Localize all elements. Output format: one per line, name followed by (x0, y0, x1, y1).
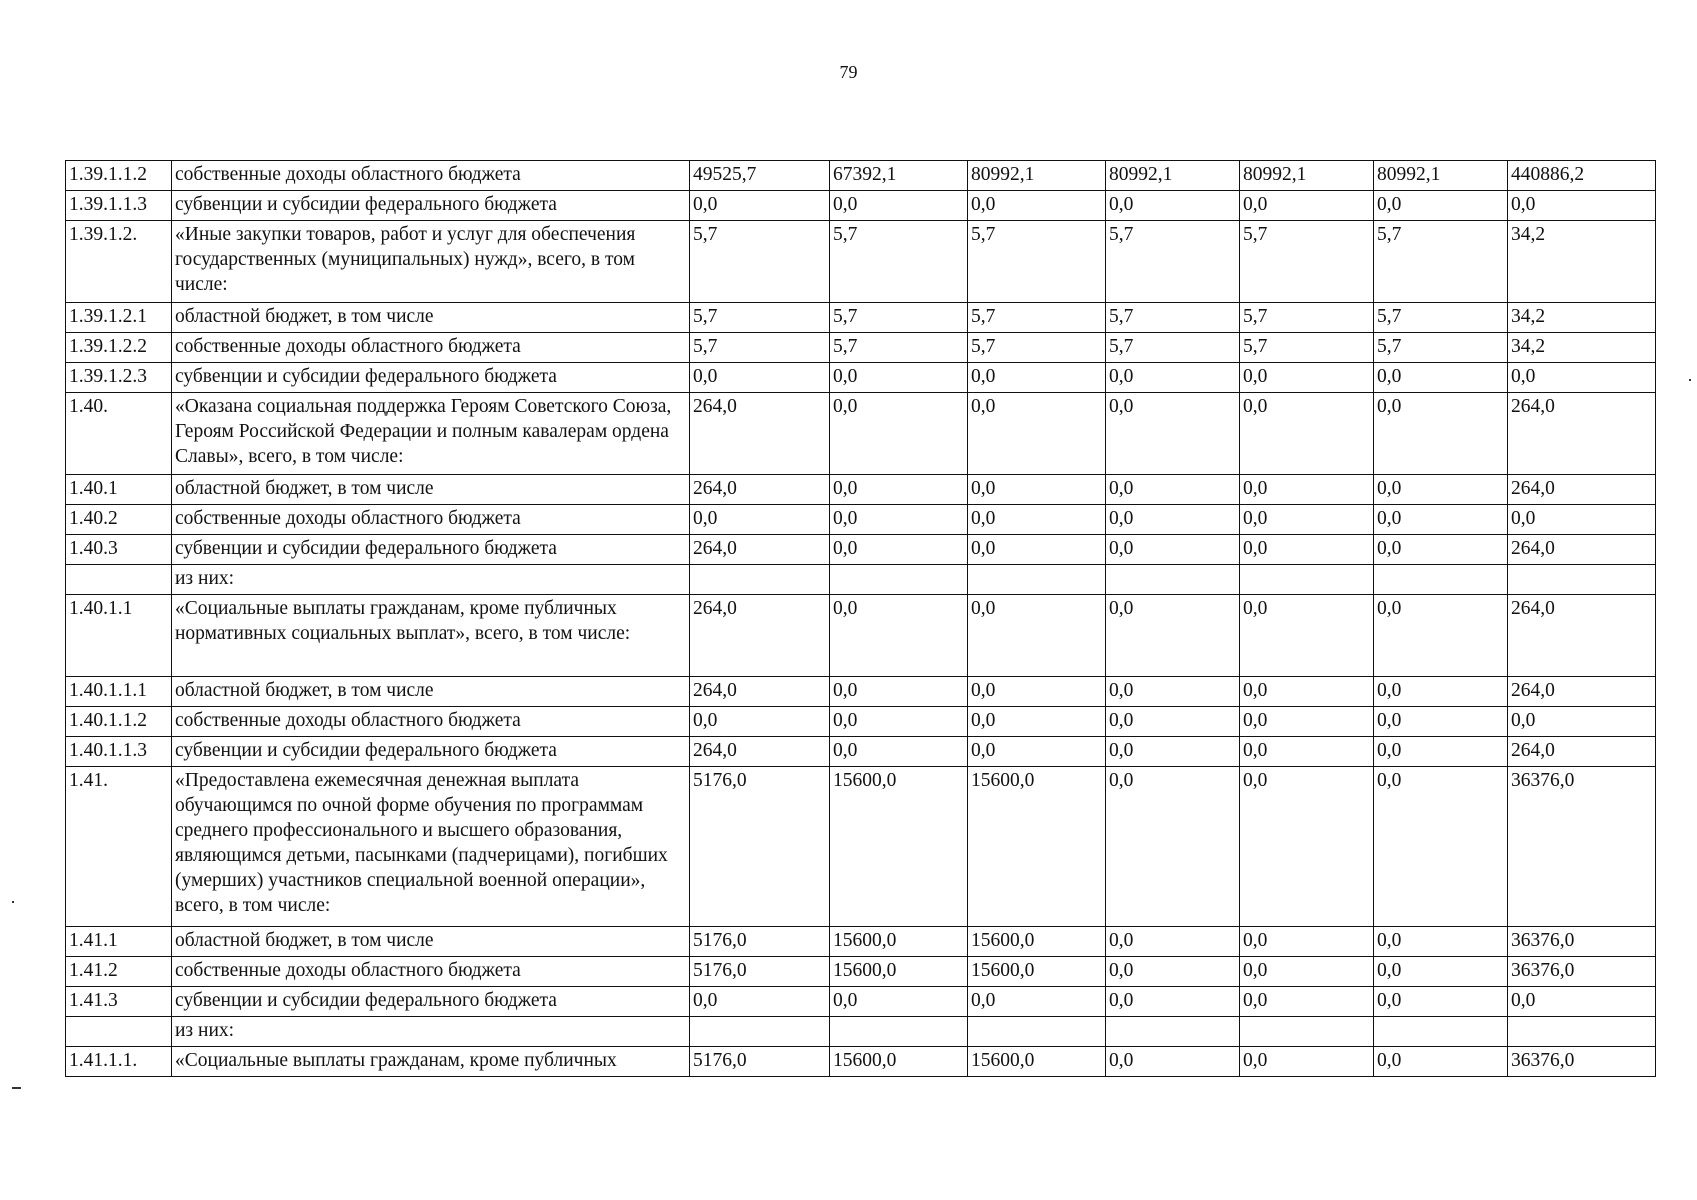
row-name: собственные доходы областного бюджета (172, 707, 690, 737)
row-year-value: 15600,0 (968, 927, 1106, 957)
row-year-value: 5176,0 (690, 767, 830, 927)
row-total-value: 264,0 (1508, 475, 1656, 505)
row-year-value: 0,0 (1106, 707, 1240, 737)
table-row (66, 221, 1656, 303)
row-year-value: 0,0 (1374, 957, 1508, 987)
row-year-value: 0,0 (1240, 1047, 1374, 1077)
table-row (66, 393, 1656, 475)
row-year-value: 5176,0 (690, 1047, 830, 1077)
row-year-value: 5176,0 (690, 957, 830, 987)
row-year-value: 49525,7 (690, 161, 830, 191)
row-year-value: 0,0 (1106, 677, 1240, 707)
row-code: 1.39.1.1.2 (66, 161, 172, 191)
table-row (66, 1017, 1656, 1047)
row-year-value: 5,7 (1374, 221, 1508, 303)
row-year-value: 264,0 (690, 677, 830, 707)
row-year-value: 5,7 (1374, 303, 1508, 333)
row-year-value: 264,0 (690, 595, 830, 677)
row-year-value: 0,0 (1106, 767, 1240, 927)
row-year-value: 5,7 (1240, 221, 1374, 303)
row-name: субвенции и субсидии федерального бюджета (172, 987, 690, 1017)
row-year-value: 67392,1 (830, 161, 968, 191)
row-year-value (1106, 1017, 1240, 1047)
table-row (66, 333, 1656, 363)
budget-table-body (66, 161, 1656, 1077)
table-row (66, 161, 1656, 191)
row-year-value: 0,0 (830, 393, 968, 475)
row-year-value: 15600,0 (968, 957, 1106, 987)
row-year-value: 0,0 (690, 505, 830, 535)
row-name: субвенции и субсидии федерального бюджета (172, 191, 690, 221)
row-code: 1.41.2 (66, 957, 172, 987)
row-year-value: 0,0 (1374, 987, 1508, 1017)
row-year-value: 0,0 (1106, 475, 1240, 505)
row-year-value: 0,0 (1374, 475, 1508, 505)
row-name: из них: (172, 565, 690, 595)
row-year-value: 5,7 (830, 303, 968, 333)
row-total-value: 264,0 (1508, 393, 1656, 475)
row-year-value (1106, 565, 1240, 595)
row-year-value: 0,0 (830, 707, 968, 737)
row-code: 1.39.1.1.3 (66, 191, 172, 221)
row-total-value: 0,0 (1508, 987, 1656, 1017)
row-year-value: 0,0 (830, 363, 968, 393)
table-row (66, 505, 1656, 535)
row-name: «Социальные выплаты гражданам, кроме публичных нормативных социальных выплат», всего, в том числе: (172, 595, 690, 677)
row-year-value: 0,0 (1106, 927, 1240, 957)
row-code: 1.40.1.1.2 (66, 707, 172, 737)
row-total-value: 0,0 (1508, 363, 1656, 393)
row-year-value: 15600,0 (830, 767, 968, 927)
row-year-value: 0,0 (830, 475, 968, 505)
row-year-value (690, 1017, 830, 1047)
row-name: областной бюджет, в том числе (172, 475, 690, 505)
row-year-value: 0,0 (968, 191, 1106, 221)
table-row (66, 475, 1656, 505)
row-year-value: 5,7 (1374, 333, 1508, 363)
row-year-value: 264,0 (690, 393, 830, 475)
row-code: 1.40.1.1.3 (66, 737, 172, 767)
row-year-value: 5,7 (690, 333, 830, 363)
row-total-value: 264,0 (1508, 677, 1656, 707)
row-total-value: 264,0 (1508, 535, 1656, 565)
row-year-value: 5,7 (1106, 303, 1240, 333)
row-year-value: 0,0 (1240, 707, 1374, 737)
row-total-value: 34,2 (1508, 221, 1656, 303)
row-code: 1.40.1.1.1 (66, 677, 172, 707)
row-code: 1.40.1 (66, 475, 172, 505)
row-name: областной бюджет, в том числе (172, 677, 690, 707)
row-year-value: 0,0 (1374, 505, 1508, 535)
row-year-value (1240, 1017, 1374, 1047)
row-year-value: 5,7 (1240, 333, 1374, 363)
row-year-value: 0,0 (1374, 393, 1508, 475)
row-code (66, 1017, 172, 1047)
row-year-value: 0,0 (968, 475, 1106, 505)
row-year-value (1374, 1017, 1508, 1047)
margin-mark (1689, 379, 1691, 381)
row-year-value: 264,0 (690, 737, 830, 767)
row-year-value: 0,0 (1106, 737, 1240, 767)
row-year-value: 15600,0 (968, 1047, 1106, 1077)
row-year-value: 0,0 (968, 535, 1106, 565)
row-total-value: 36376,0 (1508, 957, 1656, 987)
row-year-value: 0,0 (968, 737, 1106, 767)
row-year-value: 5,7 (830, 333, 968, 363)
table-row (66, 535, 1656, 565)
table-row (66, 595, 1656, 677)
row-year-value: 15600,0 (830, 1047, 968, 1077)
row-code: 1.39.1.2.1 (66, 303, 172, 333)
row-year-value: 0,0 (1374, 535, 1508, 565)
margin-mark (12, 901, 14, 903)
table-row (66, 767, 1656, 927)
row-year-value: 5,7 (968, 333, 1106, 363)
row-code: 1.40. (66, 393, 172, 475)
table-row (66, 987, 1656, 1017)
row-year-value: 5,7 (690, 303, 830, 333)
budget-table (65, 160, 1656, 1077)
row-year-value: 0,0 (1240, 957, 1374, 987)
row-total-value: 34,2 (1508, 303, 1656, 333)
row-code: 1.40.3 (66, 535, 172, 565)
row-code: 1.40.2 (66, 505, 172, 535)
row-year-value: 0,0 (830, 535, 968, 565)
table-row (66, 191, 1656, 221)
table-row (66, 737, 1656, 767)
table-row (66, 957, 1656, 987)
row-year-value: 15600,0 (830, 957, 968, 987)
row-year-value: 80992,1 (968, 161, 1106, 191)
row-total-value: 0,0 (1508, 191, 1656, 221)
row-year-value: 0,0 (968, 707, 1106, 737)
row-year-value (830, 565, 968, 595)
row-name: субвенции и субсидии федерального бюджета (172, 535, 690, 565)
row-code: 1.39.1.2.2 (66, 333, 172, 363)
row-year-value (830, 1017, 968, 1047)
row-year-value: 0,0 (830, 191, 968, 221)
table-row (66, 1047, 1656, 1077)
row-year-value: 5,7 (968, 303, 1106, 333)
row-code: 1.41.3 (66, 987, 172, 1017)
table-row (66, 677, 1656, 707)
row-name: субвенции и субсидии федерального бюджета (172, 363, 690, 393)
row-year-value: 0,0 (968, 987, 1106, 1017)
row-year-value: 0,0 (1240, 505, 1374, 535)
table-row (66, 707, 1656, 737)
row-code: 1.41.1 (66, 927, 172, 957)
row-year-value: 0,0 (830, 505, 968, 535)
row-total-value: 440886,2 (1508, 161, 1656, 191)
row-total-value: 0,0 (1508, 707, 1656, 737)
row-code (66, 565, 172, 595)
row-year-value: 5176,0 (690, 927, 830, 957)
row-name: субвенции и субсидии федерального бюджета (172, 737, 690, 767)
row-year-value: 0,0 (1240, 535, 1374, 565)
row-year-value: 0,0 (690, 707, 830, 737)
row-total-value (1508, 565, 1656, 595)
row-total-value (1508, 1017, 1656, 1047)
row-year-value: 80992,1 (1374, 161, 1508, 191)
row-year-value: 5,7 (1240, 303, 1374, 333)
row-year-value: 0,0 (968, 393, 1106, 475)
row-year-value: 0,0 (1374, 595, 1508, 677)
row-year-value (968, 565, 1106, 595)
row-year-value: 0,0 (690, 987, 830, 1017)
row-name: из них: (172, 1017, 690, 1047)
row-year-value (968, 1017, 1106, 1047)
row-year-value (690, 565, 830, 595)
row-year-value: 0,0 (1374, 767, 1508, 927)
row-year-value: 0,0 (968, 363, 1106, 393)
row-year-value: 15600,0 (968, 767, 1106, 927)
row-name: областной бюджет, в том числе (172, 303, 690, 333)
row-year-value: 0,0 (1240, 677, 1374, 707)
row-year-value: 5,7 (690, 221, 830, 303)
row-code: 1.41. (66, 767, 172, 927)
row-name: «Оказана социальная поддержка Героям Советского Союза, Героям Российской Федерации и полным кавалерам ордена Славы», всего, в том числе: (172, 393, 690, 475)
table-row (66, 927, 1656, 957)
row-year-value: 0,0 (1106, 191, 1240, 221)
row-year-value: 264,0 (690, 535, 830, 565)
row-name: собственные доходы областного бюджета (172, 957, 690, 987)
row-year-value: 0,0 (690, 191, 830, 221)
row-total-value: 264,0 (1508, 595, 1656, 677)
row-total-value: 264,0 (1508, 737, 1656, 767)
row-year-value: 0,0 (1106, 393, 1240, 475)
row-year-value: 15600,0 (830, 927, 968, 957)
row-year-value (1240, 565, 1374, 595)
row-total-value: 36376,0 (1508, 927, 1656, 957)
row-year-value: 0,0 (968, 595, 1106, 677)
row-name: собственные доходы областного бюджета (172, 505, 690, 535)
row-total-value: 36376,0 (1508, 1047, 1656, 1077)
row-year-value: 0,0 (1106, 957, 1240, 987)
row-year-value: 0,0 (1374, 737, 1508, 767)
row-total-value: 36376,0 (1508, 767, 1656, 927)
row-code: 1.41.1.1. (66, 1047, 172, 1077)
row-name: областной бюджет, в том числе (172, 927, 690, 957)
row-year-value: 0,0 (1374, 677, 1508, 707)
row-year-value: 0,0 (1374, 927, 1508, 957)
row-name: «Предоставлена ежемесячная денежная выплата обучающимся по очной форме обучения по программам среднего профессионального и высшего образования, являющимся детьми, пасынками (падчерицами), погибших (умерших) участников специальной военной операции», всего, в том числе: (172, 767, 690, 927)
row-year-value: 0,0 (1106, 535, 1240, 565)
row-year-value (1374, 565, 1508, 595)
row-code: 1.40.1.1 (66, 595, 172, 677)
row-year-value: 264,0 (690, 475, 830, 505)
row-name: «Иные закупки товаров, работ и услуг для обеспечения государственных (муниципальных) нужд», всего, в том числе: (172, 221, 690, 303)
row-year-value: 0,0 (968, 677, 1106, 707)
row-code: 1.39.1.2.3 (66, 363, 172, 393)
row-year-value: 0,0 (1106, 595, 1240, 677)
row-year-value: 0,0 (830, 737, 968, 767)
row-year-value: 0,0 (830, 677, 968, 707)
row-year-value: 0,0 (1374, 1047, 1508, 1077)
table-row (66, 363, 1656, 393)
row-year-value: 0,0 (1240, 191, 1374, 221)
row-year-value: 0,0 (830, 595, 968, 677)
row-year-value: 5,7 (1106, 221, 1240, 303)
row-year-value: 0,0 (1106, 505, 1240, 535)
row-year-value: 0,0 (1374, 707, 1508, 737)
row-year-value: 0,0 (1106, 1047, 1240, 1077)
row-year-value: 0,0 (1374, 363, 1508, 393)
row-year-value: 0,0 (690, 363, 830, 393)
row-year-value: 0,0 (1240, 475, 1374, 505)
row-year-value: 0,0 (1106, 363, 1240, 393)
row-year-value: 0,0 (1374, 191, 1508, 221)
row-year-value: 0,0 (1106, 987, 1240, 1017)
table-row (66, 565, 1656, 595)
row-year-value: 0,0 (1240, 927, 1374, 957)
row-code: 1.39.1.2. (66, 221, 172, 303)
row-total-value: 0,0 (1508, 505, 1656, 535)
table-row (66, 303, 1656, 333)
row-year-value: 0,0 (1240, 363, 1374, 393)
row-year-value: 0,0 (830, 987, 968, 1017)
row-year-value: 0,0 (1240, 595, 1374, 677)
row-year-value: 0,0 (1240, 393, 1374, 475)
row-year-value: 0,0 (1240, 767, 1374, 927)
margin-mark (12, 1087, 21, 1089)
row-name: собственные доходы областного бюджета (172, 333, 690, 363)
page-number: 79 (839, 62, 858, 82)
row-year-value: 5,7 (1106, 333, 1240, 363)
row-year-value: 5,7 (968, 221, 1106, 303)
row-year-value: 0,0 (1240, 987, 1374, 1017)
row-year-value: 0,0 (968, 505, 1106, 535)
row-year-value: 80992,1 (1106, 161, 1240, 191)
row-name: «Социальные выплаты гражданам, кроме публичных (172, 1047, 690, 1077)
row-year-value: 5,7 (830, 221, 968, 303)
row-total-value: 34,2 (1508, 333, 1656, 363)
row-name: собственные доходы областного бюджета (172, 161, 690, 191)
row-year-value: 0,0 (1240, 737, 1374, 767)
row-year-value: 80992,1 (1240, 161, 1374, 191)
